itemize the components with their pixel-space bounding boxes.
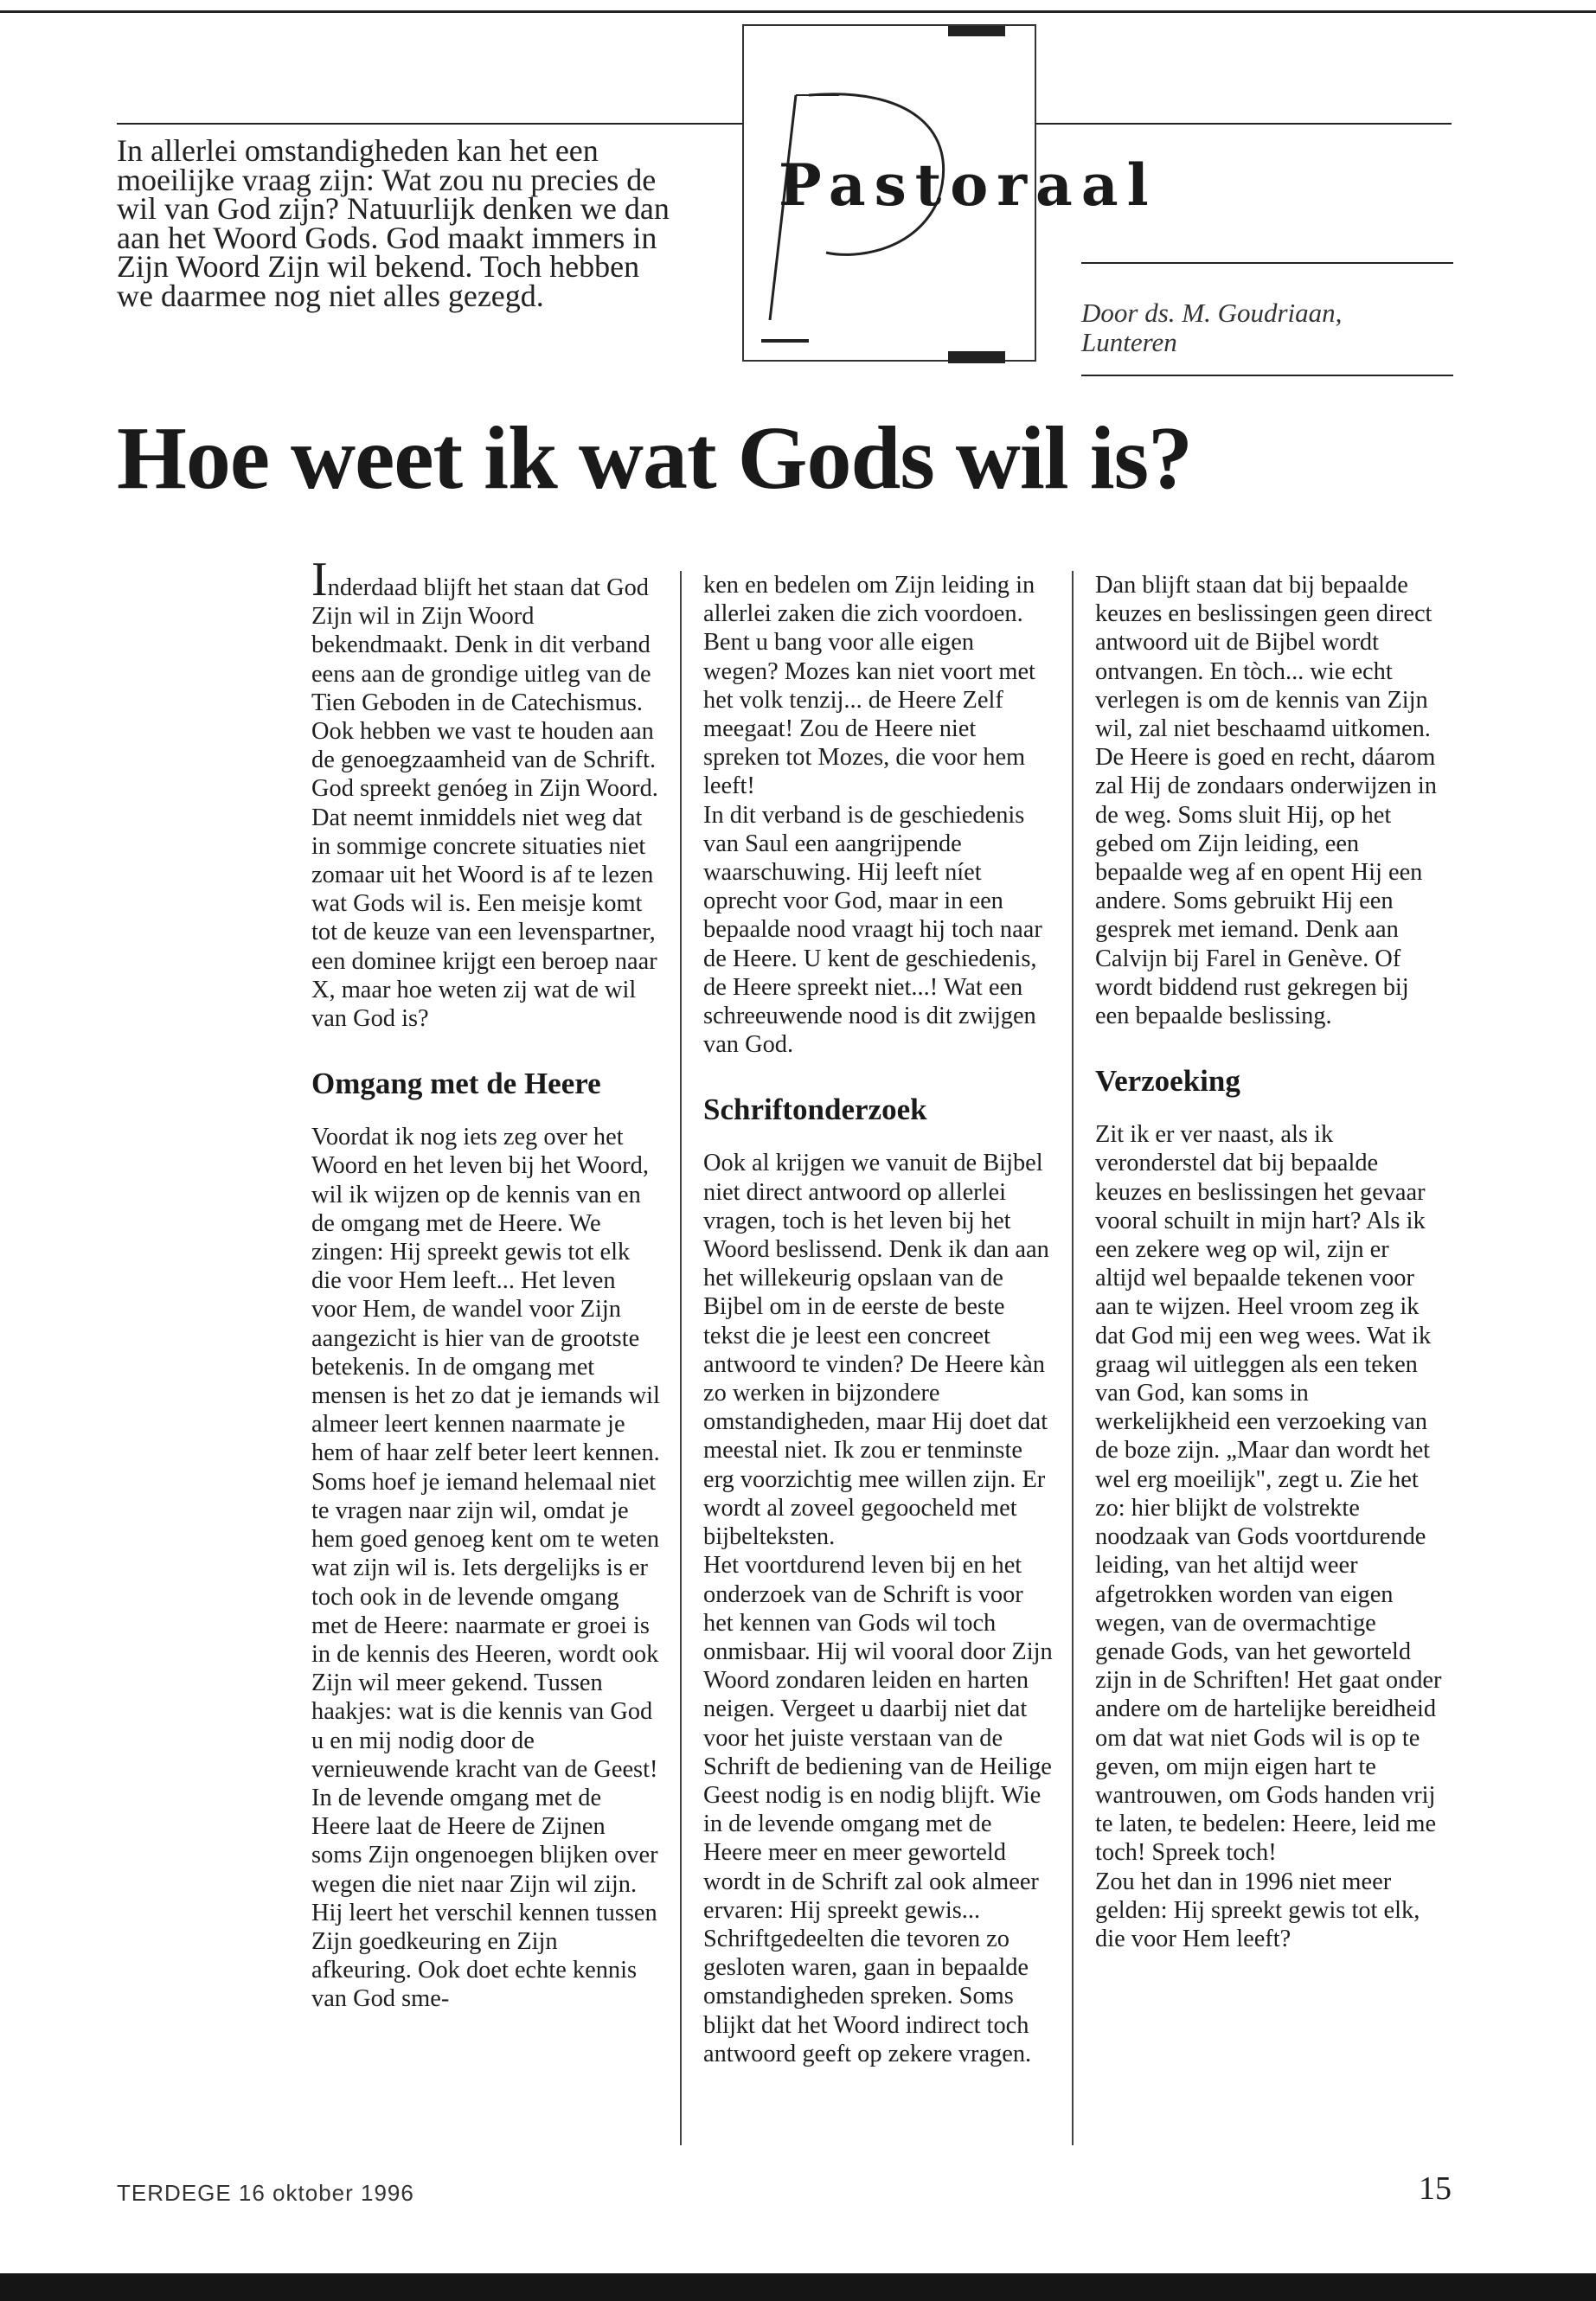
paragraph: Het voortdurend leven bij en het onderzoek van de Schrift is voor het kennen van Gods wil toch onmisbaar. Hij wil vooral door Zijn Woord zondaren leiden en harten neigen. Vergeet u daarbij niet dat voor het juiste verstaan van de Schrift de bediening van de Heilige Geest nodig is en nodig blijft. Wie in de levende omgang met de Heere meer en meer geworteld wordt in de Schrift zal ook almeer ervaren: Hij spreekt gewis... Schriftgedeelten die tevoren zo gesloten waren, gaan in bepaalde omstandigheden spreken. Soms blijkt dat het Woord indirect toch antwoord geeft op zekere vragen. — [703, 1552, 1053, 2067]
column-divider-2 — [1072, 571, 1074, 2145]
column-divider-1 — [680, 571, 682, 2145]
byline — [1081, 298, 1342, 357]
paragraph: Ook al krijgen we vanuit de Bijbel niet direct antwoord op allerlei vragen, toch is het leven bij het Woord beslissend. Denk ik dan aan het willekeurig opslaan van de Bijbel om in de eerste de beste tekst die je leest een concreet antwoord te vinden? De Heere kàn zo werken in bijzondere omstandigheden, maar Hij doet dat meestal niet. Ik zou er tenminste erg voorzichtig mee willen zijn. Er wordt al zoveel gegoocheld met bijbelteksten. — [703, 1150, 1049, 1551]
article-column-1 — [311, 553, 662, 2014]
paragraph: Zou het dan in 1996 niet meer gelden: Hij spreekt gewis tot elk, die voor Hem leeft? — [1095, 1868, 1420, 1952]
subheading-schriftonderzoek: Schriftonderzoek — [703, 1093, 927, 1127]
paragraph: In dit verband is de geschiedenis van Saul een aangrijpende waarschuwing. Hij leeft níet oprecht voor God, maar in een bepaalde nood vraagt hij toch naar de Heere. U kent de geschiedenis, de Heere spreekt niet...! Wat een schreeuwende nood is dit zwijgen van God. — [703, 801, 1042, 1059]
page-top-border — [0, 10, 1596, 13]
section-label: Pastoraal — [779, 151, 1157, 219]
page-number: 15 — [1419, 2170, 1452, 2207]
intro-top-rule — [117, 123, 744, 125]
article-headline: Hoe weet ik wat Gods wil is? — [117, 408, 1193, 508]
article-column-3 — [1095, 571, 1445, 1953]
footer-publication: TERDEGE 16 oktober 1996 — [117, 2180, 414, 2206]
paragraph: ken en bedelen om Zijn leiding in allerlei zaken die zich voordoen. Bent u bang voor alle eigen wegen? Mozes kan niet voort met het volk tenzij... de Heere Zelf meegaat! Zou de Heere niet spreken tot Mozes, die voor hem leeft! — [703, 572, 1035, 800]
byline-place: Lunteren — [1081, 327, 1177, 357]
byline-top-rule — [1081, 262, 1453, 264]
page-bottom-bar — [0, 2273, 1596, 2301]
drop-cap: I — [311, 553, 328, 606]
subheading-omgang: Omgang met de Heere — [311, 1067, 601, 1101]
article-column-2 — [703, 571, 1054, 2068]
paragraph: Voordat ik nog iets zeg over het Woord en het leven bij het Woord, wil ik wijzen op de kennis van en de omgang met de Heere. We zingen: Hij spreekt gewis tot elk die voor Hem leeft... Het leven voor Hem, de wandel voor Zijn aangezicht is hier van de grootste betekenis. In de omgang met mensen is het zo dat je iemands wil almeer leert kennen naarmate je hem of haar zelf beter leert kennen. Soms hoef je iemand helemaal niet te vragen naar zijn wil, omdat je hem goed genoeg kent om te weten wat zijn wil is. Iets dergelijks is er toch ook in de levende omgang met de Heere: naarmate er groei is in de kennis des Heeren, wordt ook Zijn wil meer gekend. Tussen haakjes: wat is die kennis van God u en mij nodig door de vernieuwende kracht van de Geest! — [311, 1124, 660, 1783]
paragraph: Dan blijft staan dat bij bepaalde keuzes en beslissingen geen direct antwoord uit de Bijbel wordt ontvangen. En tòch... wie echt verlegen is om de kennis van Zijn wil, zal niet beschaamd uitkomen. De Heere is goed en recht, dáarom zal Hij de zondaars onderwijzen in de weg. Soms sluit Hij, op het gebed om Zijn leiding, een bepaalde weg af en opent Hij een andere. Soms gebruikt Hij een gesprek met iemand. Denk aan Calvijn bij Farel in Genève. Of wordt biddend rust gekregen bij een bepaalde beslissing. — [1095, 572, 1437, 1030]
paragraph-text: nderdaad blijft het staan dat God Zijn wil in Zijn Woord bekendmaakt. Denk in dit verband eens aan de grondige uitleg van de Tien Geboden in de Catechismus. Ook hebben we vast te houden aan de genoegzaamheid van de Schrift. God spreekt genóeg in Zijn Woord. Dat neemt inmiddels niet weg dat in sommige concrete situaties niet zomaar uit het Woord is af te lezen wat Gods wil is. Een meisje komt tot de keuze van een levenspartner, een dominee krijgt een beroep naar X, maar hoe weten zij wat de wil van God is? — [311, 574, 658, 1033]
byline-bottom-rule — [1081, 375, 1453, 376]
section-top-rule — [1036, 123, 1452, 125]
byline-author: Door ds. M. Goudriaan, — [1081, 298, 1343, 328]
paragraph: Zit ik er ver naast, als ik veronderstel dat bij bepaalde keuzes en beslissingen het gevaar vooral schuilt in mijn hart? Als ik een zekere weg op wil, zijn er altijd wel bepaalde tekenen voor aan te wijzen. Heel vroom zeg ik dat God mij een weg wees. Wat ik graag wil uitleggen als een teken van God, kan soms in werkelijkheid een verzoeking van de boze zijn. „Maar dan wordt het wel erg moeilijk", zegt u. Zie het zo: hier blijkt de volstrekte noodzaak van Gods voortdurende leiding, van het altijd weer afgetrokken worden van eigen wegen, van de overmachtige genade Gods, van het geworteld zijn in de Schriften! Het gaat onder andere om de hartelijke bereidheid om dat wat niet Gods wil is op te geven, om mijn eigen hart te wantrouwen, om Gods handen vrij te laten, te bedelen: Heere, leid me toch! Spreek toch! — [1095, 1121, 1442, 1867]
subheading-verzoeking: Verzoeking — [1095, 1064, 1240, 1099]
paragraph: In de levende omgang met de Heere laat de Heere de Zijnen soms Zijn ongenoegen blijken over wegen die niet naar Zijn wil zijn. Hij leert het verschil kennen tussen Zijn goedkeuring en Zijn afkeuring. Ook doet echte kennis van God sme- — [311, 1784, 658, 2013]
paragraph — [311, 553, 662, 1033]
intro-text: In allerlei omstandigheden kan het een moeilijke vraag zijn: Wat zou nu precies de wil van God zijn? Natuurlijk denken we dan aan het Woord Gods. God maakt immers in Zijn Woord Zijn wil bekend. Toch hebben we daarmee nog niet alles gezegd. — [117, 133, 670, 313]
